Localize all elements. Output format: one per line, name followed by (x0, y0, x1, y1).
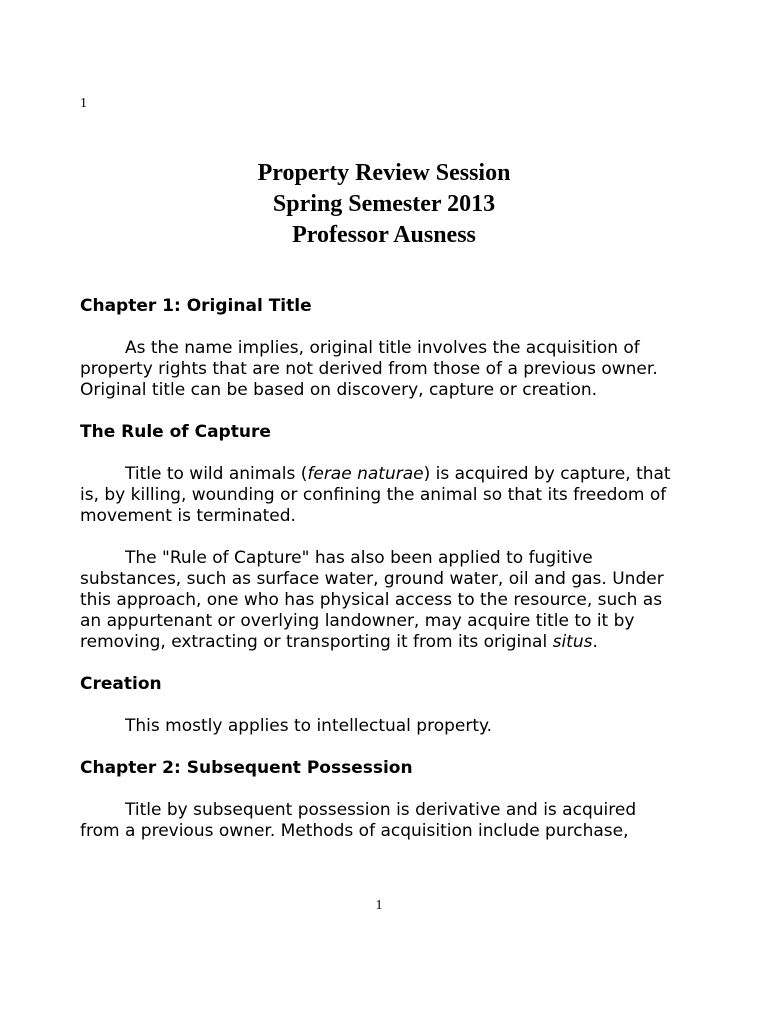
capture-paragraph-2: The "Rule of Capture" has also been applied to fugitive substances, such as surface water, ground water, oil and gas. Under this approach, one who has physical access to the resource, such as an appurtenant or overlying landowner, may acquire title to it by removing, extracting or transporting it from its original situs. (80, 548, 664, 652)
chapter-2-heading: Chapter 2: Subsequent Possession (80, 758, 413, 778)
title-line-2: Spring Semester 2013 (272, 191, 496, 217)
chapter-1-intro: As the name implies, original title involves the acquisition of property rights that are not derived from those of a previous owner. Original title can be based on discovery, capture or creation. (80, 338, 658, 400)
situs-term: situs (552, 632, 593, 652)
rule-of-capture-heading: The Rule of Capture (80, 422, 271, 442)
chapter-1-heading: Chapter 1: Original Title (80, 296, 312, 316)
creation-paragraph: This mostly applies to intellectual property. (125, 716, 493, 736)
chapter-2-paragraph: Title by subsequent possession is derivative and is acquired from a previous owner. Methods of acquisition include purchase, (80, 800, 637, 841)
page-number-bottom: 1 (375, 898, 383, 913)
document-title (0, 158, 768, 251)
ferae-naturae-term: ferae naturae (307, 464, 424, 484)
page-number-top: 1 (80, 96, 87, 111)
document-body (80, 296, 680, 842)
title-line-1: Property Review Session (257, 160, 511, 186)
capture-paragraph-1: Title to wild animals (ferae naturae) is acquired by capture, that is, by killing, wounding or confining the animal so that its freedom of movement is terminated. (80, 464, 671, 526)
creation-heading: Creation (80, 674, 162, 694)
title-line-3: Professor Ausness (292, 222, 476, 248)
